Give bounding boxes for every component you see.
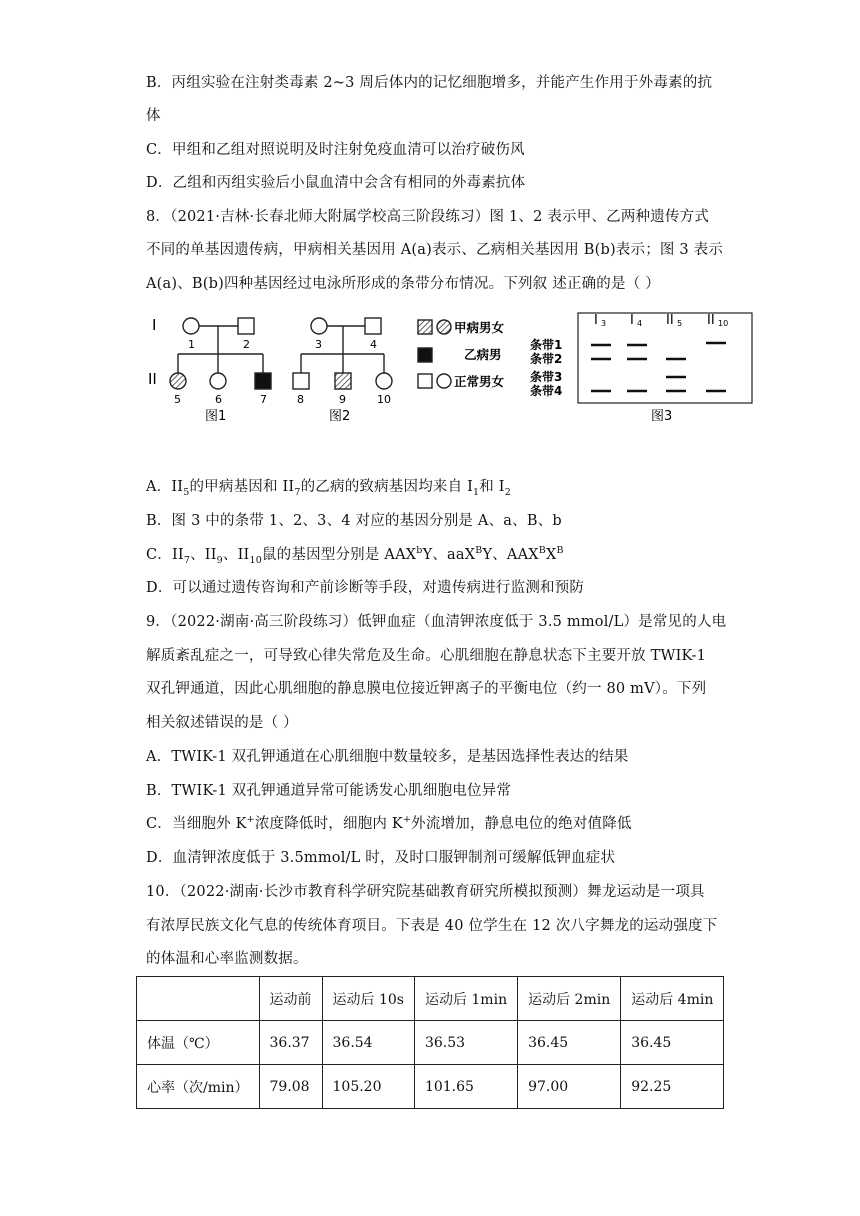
label-3: 3 [315,338,322,351]
table-cell: 92.25 [621,1065,724,1109]
legend-normal-female-symbol [437,374,451,388]
table-cell: 36.53 [414,1021,517,1065]
individual-7-affected-male [255,373,271,389]
table-header-cell: 运动前 [259,977,322,1021]
monitoring-data-table [136,976,724,1109]
label-8: 8 [297,393,304,406]
q10-stem-line1: 10．（2022·湖南·长沙市教育科学研究院基础教育研究所模拟预测）舞龙运动是一项具 [146,884,705,900]
pedigree-svg [146,310,756,425]
q8-stem-line1: 8．（2021·吉林·长春北师大附属学校高三阶段练习）图 1、2 表示甲、乙两种遗传方式 [146,209,710,225]
q8-option-d: D．可以通过遗传咨询和产前诊断等手段，对遗传病进行监测和预防 [146,580,585,596]
label-9: 9 [339,393,346,406]
q8-c-text: Y、aaX [422,547,476,563]
legend-disease-b-male-symbol [418,348,432,362]
q8-c-text: C．II [146,547,184,563]
table-header-cell: 运动后 4min [621,977,724,1021]
individual-3-female [311,318,327,334]
gen-2-label: II [148,370,157,388]
q9-c-text: 外流增加，静息电位的绝对值降低 [411,816,632,832]
individual-2-male [238,318,254,334]
gel-column-i4-sub: 4 [637,319,643,328]
figure-3-gel [530,313,752,424]
q10-stem-line3: 的体温和心率监测数据。 [146,951,308,967]
q8-c-text: 、II [190,547,217,563]
q9-stem-line2: 解质紊乱症之一，可导致心律失常危及生命。心肌细胞在静息状态下主要开放 TWIK-1 [146,648,707,664]
legend [418,320,451,388]
q7-option-b-line1: B．丙组实验在注射类毒素 2~3 周后体内的记忆细胞增多，并能产生作用于外毒素的抗 [146,75,713,91]
legend-disease-a-text: 甲病男女 [454,320,505,335]
gel-column-i3-sub: 3 [601,319,607,328]
table-cell: 36.37 [259,1021,322,1065]
legend-affected-male-symbol [418,320,432,334]
q9-stem-line1: 9．（2022·湖南·高三阶段练习）低钾血症（血清钾浓度低于 3.5 mmol/L）是常见的人电 [146,614,727,630]
table-cell: 36.54 [322,1021,414,1065]
table-cell: 97.00 [518,1065,621,1109]
label-1: 1 [188,338,195,351]
q8-option-a [146,477,511,497]
q8-option-c [146,545,564,565]
q7-option-c: C．甲组和乙组对照说明及时注射免疫血清可以治疗破伤风 [146,142,525,158]
figure-3-caption: 图3 [651,409,673,424]
legend-disease-b-text: 乙病男 [464,347,502,362]
q7-option-d: D．乙组和丙组实验后小鼠血清中会含有相同的外毒素抗体 [146,175,526,191]
q9-option-d: D．血清钾浓度低于 3.5mmol/L 时，及时口服钾制剂可缓解低钾血症状 [146,850,616,866]
q8-c-text: Y、AAX [482,547,539,563]
q8-c-sub: 7 [183,554,191,566]
table-cell: 101.65 [414,1065,517,1109]
gel-column-i4: I [630,313,634,328]
gen-1-label: I [152,316,157,334]
table-cell: 36.45 [621,1021,724,1065]
gel-column-ii5: II [666,313,674,328]
q8-c-text: X [545,547,557,563]
table-row [137,1021,724,1065]
q9-option-a: A．TWIK-1 双孔钾通道在心肌细胞中数量较多，是基因选择性表达的结果 [146,749,629,765]
q9-stem-line4: 相关叙述错误的是（ ） [146,715,298,731]
q8-c-text: 、II [222,547,250,563]
gel-column-ii10-sub: 10 [718,319,729,328]
q8-option-b: B．图 3 中的条带 1、2、3、4 对应的基因分别是 A、a、B、b [146,513,562,529]
table-header-cell: 运动后 1min [414,977,517,1021]
table-header-cell [137,977,260,1021]
q8-c-sup: B [556,545,564,557]
figure-1-caption: 图1 [205,409,227,424]
q8-a-sub: 5 [183,486,190,498]
figure-2-caption: 图2 [329,409,351,424]
individual-1-female [183,318,199,334]
q9-c-sup: + [246,814,255,826]
table-header-row [137,977,724,1021]
gel-column-ii10: II [707,313,715,328]
q8-c-sub: 10 [249,554,262,566]
legend-normal-text: 正常男女 [454,374,505,389]
q8-a-text: A．II [146,479,184,495]
table-cell: 105.20 [322,1065,414,1109]
label-4: 4 [370,338,377,351]
label-2: 2 [243,338,250,351]
q8-c-sup: B [475,545,483,557]
label-10: 10 [377,393,391,406]
table-header-cell: 运动后 2min [518,977,621,1021]
q8-a-sub: 2 [504,486,511,498]
q8-a-sub: 7 [294,486,301,498]
label-7: 7 [260,393,267,406]
q8-c-sub: 9 [216,554,223,566]
table-cell: 体温（℃） [137,1021,260,1065]
individual-8-male [293,373,309,389]
q9-option-c [146,814,632,834]
q8-c-text: 鼠的基因型分别是 AAX [261,547,417,563]
band-3-label: 条带3 [530,370,563,384]
legend-affected-female-symbol [437,320,451,334]
q9-c-text: C．当细胞外 K [146,816,247,832]
band-2-label: 条带2 [530,352,563,366]
individual-6-female [210,373,226,389]
pedigree-figure [146,310,756,425]
individual-9-affected-male [335,373,351,389]
label-5: 5 [174,393,181,406]
q8-stem-line3: A(a)、B(b)四种基因经过电泳所形成的条带分布情况。下列叙 述正确的是（ ） [146,276,660,292]
q8-a-text: 的乙病的致病基因均来自 I [300,479,474,495]
q8-a-sub: 1 [473,486,480,498]
q8-c-sup: B [538,545,546,557]
table-row [137,1065,724,1109]
q9-c-text: 浓度降低时，细胞内 K [254,816,403,832]
q9-c-sup: + [402,814,412,826]
q8-a-text: 和 I [479,479,505,495]
band-4-label: 条带4 [530,384,563,398]
individual-10-female [376,373,392,389]
legend-normal-male-symbol [418,374,432,388]
q8-stem-line2: 不同的单基因遗传病，甲病相关基因用 A(a)表示、乙病相关基因用 B(b)表示；图 3 表示 [146,242,724,258]
q7-option-b-line2: 体 [146,108,161,124]
individual-4-male [365,318,381,334]
q8-a-text: 的甲病基因和 II [189,479,295,495]
table-cell: 心率（次/min） [137,1065,260,1109]
label-6: 6 [215,393,222,406]
q9-option-b: B．TWIK-1 双孔钾通道异常可能诱发心肌细胞电位异常 [146,783,512,799]
gel-column-i3: I [594,313,598,328]
figure-2-pedigree [293,318,392,389]
figure-1-pedigree [170,318,271,389]
table-cell: 79.08 [259,1065,322,1109]
q8-c-sup: b [416,545,423,557]
gel-column-ii5-sub: 5 [677,319,683,328]
q9-stem-line3: 双孔钾通道，因此心肌细胞的静息膜电位接近钾离子的平衡电位（约一 80 mV）。下列 [146,681,707,697]
q10-stem-line2: 有浓厚民族文化气息的传统体育项目。下表是 40 位学生在 12 次八字舞龙的运动强度下 [146,918,718,934]
individual-5-affected-female [170,373,186,389]
table-cell: 36.45 [518,1021,621,1065]
table-header-cell: 运动后 10s [322,977,414,1021]
band-1-label: 条带1 [530,338,563,352]
